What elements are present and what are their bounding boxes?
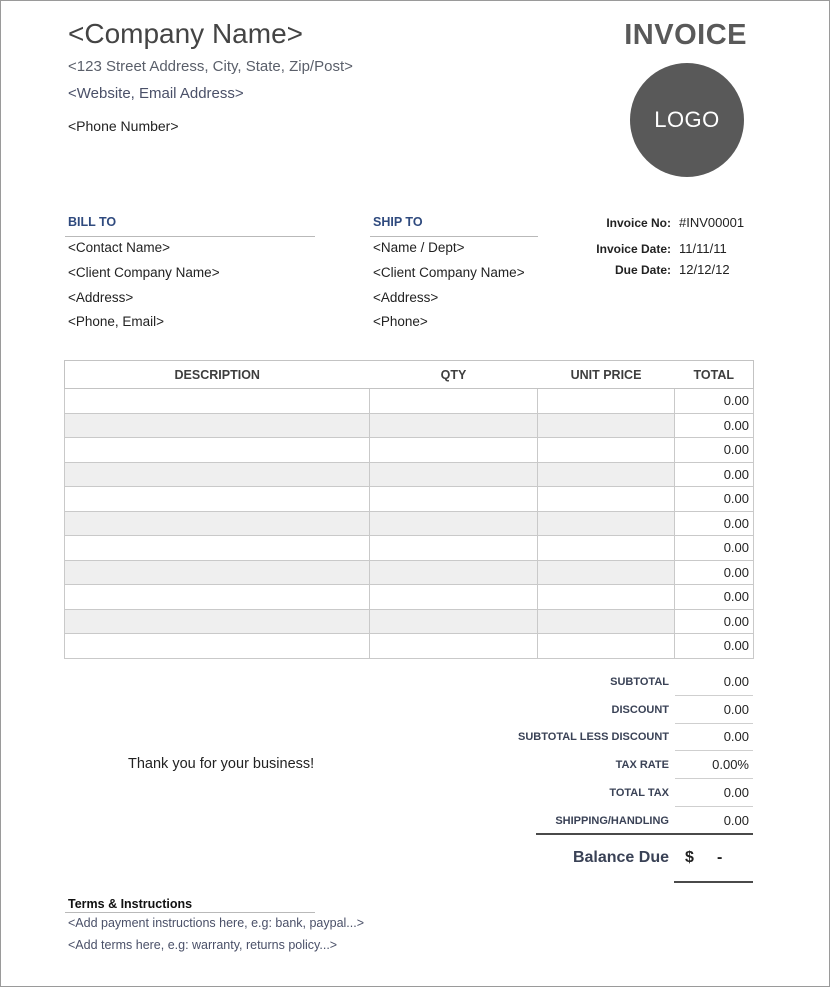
table-row: [65, 560, 754, 585]
subtotal-value: 0.00: [723, 674, 749, 689]
cell-description[interactable]: [65, 634, 370, 659]
cell-unit-price[interactable]: [538, 511, 675, 536]
cell-description[interactable]: [65, 609, 370, 634]
logo-text: LOGO: [654, 107, 720, 132]
cell-qty[interactable]: [370, 462, 538, 487]
cell-unit-price[interactable]: [538, 487, 675, 512]
cell-description[interactable]: [65, 511, 370, 536]
payment-instructions: <Add payment instructions here, e.g: bank, paypal...>: [68, 916, 365, 930]
subtotal-label: SUBTOTAL: [610, 676, 669, 688]
bill-to-contact: <Contact Name>: [68, 240, 171, 255]
cell-qty[interactable]: [370, 511, 538, 536]
table-row: [65, 438, 754, 463]
company-website: <Website, Email Address>: [68, 85, 244, 102]
ship-to-address: <Address>: [373, 290, 439, 305]
summary-divider: [675, 723, 753, 724]
cell-unit-price[interactable]: [538, 462, 675, 487]
cell-qty[interactable]: [370, 560, 538, 585]
discount-value: 0.00: [723, 702, 749, 717]
table-row: [65, 462, 754, 487]
cell-description[interactable]: [65, 585, 370, 610]
tax-rate-value: 0.00%: [712, 757, 749, 772]
due-date-value: 12/12/12: [679, 262, 730, 277]
due-date-label: Due Date:: [614, 263, 671, 277]
bill-to-company: <Client Company Name>: [68, 265, 220, 280]
cell-total[interactable]: 0.00: [675, 609, 754, 634]
invoice-title: INVOICE: [624, 19, 747, 51]
logo-placeholder: [630, 63, 744, 177]
cell-total[interactable]: 0.00: [675, 634, 754, 659]
cell-description[interactable]: [65, 389, 370, 414]
cell-total[interactable]: 0.00: [675, 438, 754, 463]
column-header-total: TOTAL: [675, 361, 754, 389]
cell-qty[interactable]: [370, 487, 538, 512]
cell-description[interactable]: [65, 560, 370, 585]
cell-description[interactable]: [65, 462, 370, 487]
total-tax-value: 0.00: [723, 785, 749, 800]
cell-total[interactable]: 0.00: [675, 487, 754, 512]
shipping-label: SHIPPING/HANDLING: [555, 815, 669, 827]
table-row: [65, 634, 754, 659]
invoice-date-label: Invoice Date:: [596, 242, 671, 256]
cell-description[interactable]: [65, 487, 370, 512]
table-row: [65, 413, 754, 438]
cell-unit-price[interactable]: [538, 438, 675, 463]
cell-unit-price[interactable]: [538, 560, 675, 585]
bill-to-heading: BILL TO: [68, 215, 117, 229]
terms-heading: Terms & Instructions: [68, 897, 193, 911]
cell-unit-price[interactable]: [538, 609, 675, 634]
table-row: [65, 487, 754, 512]
cell-total[interactable]: 0.00: [675, 560, 754, 585]
column-header-description: DESCRIPTION: [65, 361, 370, 389]
cell-qty[interactable]: [370, 585, 538, 610]
terms-divider: [65, 912, 315, 913]
cell-total[interactable]: 0.00: [675, 585, 754, 610]
cell-description[interactable]: [65, 536, 370, 561]
cell-total[interactable]: 0.00: [675, 511, 754, 536]
cell-qty[interactable]: [370, 413, 538, 438]
company-phone: <Phone Number>: [68, 118, 179, 134]
cell-unit-price[interactable]: [538, 389, 675, 414]
subtotal-less-discount-label: SUBTOTAL LESS DISCOUNT: [518, 731, 669, 743]
company-name: <Company Name>: [68, 18, 304, 49]
balance-divider: [536, 833, 753, 835]
terms-text: <Add terms here, e.g: warranty, returns policy...>: [68, 938, 338, 952]
cell-description[interactable]: [65, 413, 370, 438]
cell-unit-price[interactable]: [538, 585, 675, 610]
cell-unit-price[interactable]: [538, 536, 675, 561]
subtotal-less-discount-value: 0.00: [723, 729, 749, 744]
company-address: <123 Street Address, City, State, Zip/Post>: [68, 58, 353, 75]
ship-to-phone: <Phone>: [373, 314, 428, 329]
cell-qty[interactable]: [370, 536, 538, 561]
bill-to-phone-email: <Phone, Email>: [68, 314, 165, 329]
column-header-qty: QTY: [370, 361, 538, 389]
balance-due-label: Balance Due: [572, 849, 669, 866]
thank-you-message: Thank you for your business!: [128, 756, 315, 772]
cell-qty[interactable]: [370, 634, 538, 659]
balance-underline: [674, 881, 753, 883]
line-items-table: [64, 360, 754, 659]
cell-total[interactable]: 0.00: [675, 389, 754, 414]
bill-to-address: <Address>: [68, 290, 134, 305]
bill-to-divider: [65, 236, 315, 237]
invoice-no-label: Invoice No:: [606, 216, 671, 230]
summary-divider: [675, 778, 753, 779]
shipping-value: 0.00: [723, 813, 749, 828]
table-row: [65, 536, 754, 561]
table-header-row: [65, 361, 754, 389]
cell-total[interactable]: 0.00: [675, 413, 754, 438]
cell-qty[interactable]: [370, 438, 538, 463]
table-row: [65, 389, 754, 414]
column-header-unit-price: UNIT PRICE: [538, 361, 675, 389]
table-row: [65, 609, 754, 634]
total-tax-label: TOTAL TAX: [609, 787, 669, 799]
cell-unit-price[interactable]: [538, 413, 675, 438]
table-row: [65, 585, 754, 610]
invoice-date-value: 11/11/11: [679, 241, 727, 256]
discount-label: DISCOUNT: [611, 704, 669, 716]
cell-qty[interactable]: [370, 609, 538, 634]
invoice-no-value: #INV00001: [679, 215, 745, 230]
summary-divider: [675, 750, 753, 751]
cell-unit-price[interactable]: [538, 634, 675, 659]
cell-qty[interactable]: [370, 389, 538, 414]
table-row: [65, 511, 754, 536]
cell-total[interactable]: 0.00: [675, 462, 754, 487]
summary-divider: [675, 806, 753, 807]
balance-due-value: -: [717, 849, 723, 866]
tax-rate-label: TAX RATE: [615, 759, 669, 771]
balance-currency: $: [685, 849, 694, 866]
ship-to-company: <Client Company Name>: [373, 265, 525, 280]
summary-divider: [675, 695, 753, 696]
cell-total[interactable]: 0.00: [675, 536, 754, 561]
ship-to-heading: SHIP TO: [373, 215, 423, 229]
ship-to-name: <Name / Dept>: [373, 240, 465, 255]
cell-description[interactable]: [65, 438, 370, 463]
ship-to-divider: [370, 236, 538, 237]
